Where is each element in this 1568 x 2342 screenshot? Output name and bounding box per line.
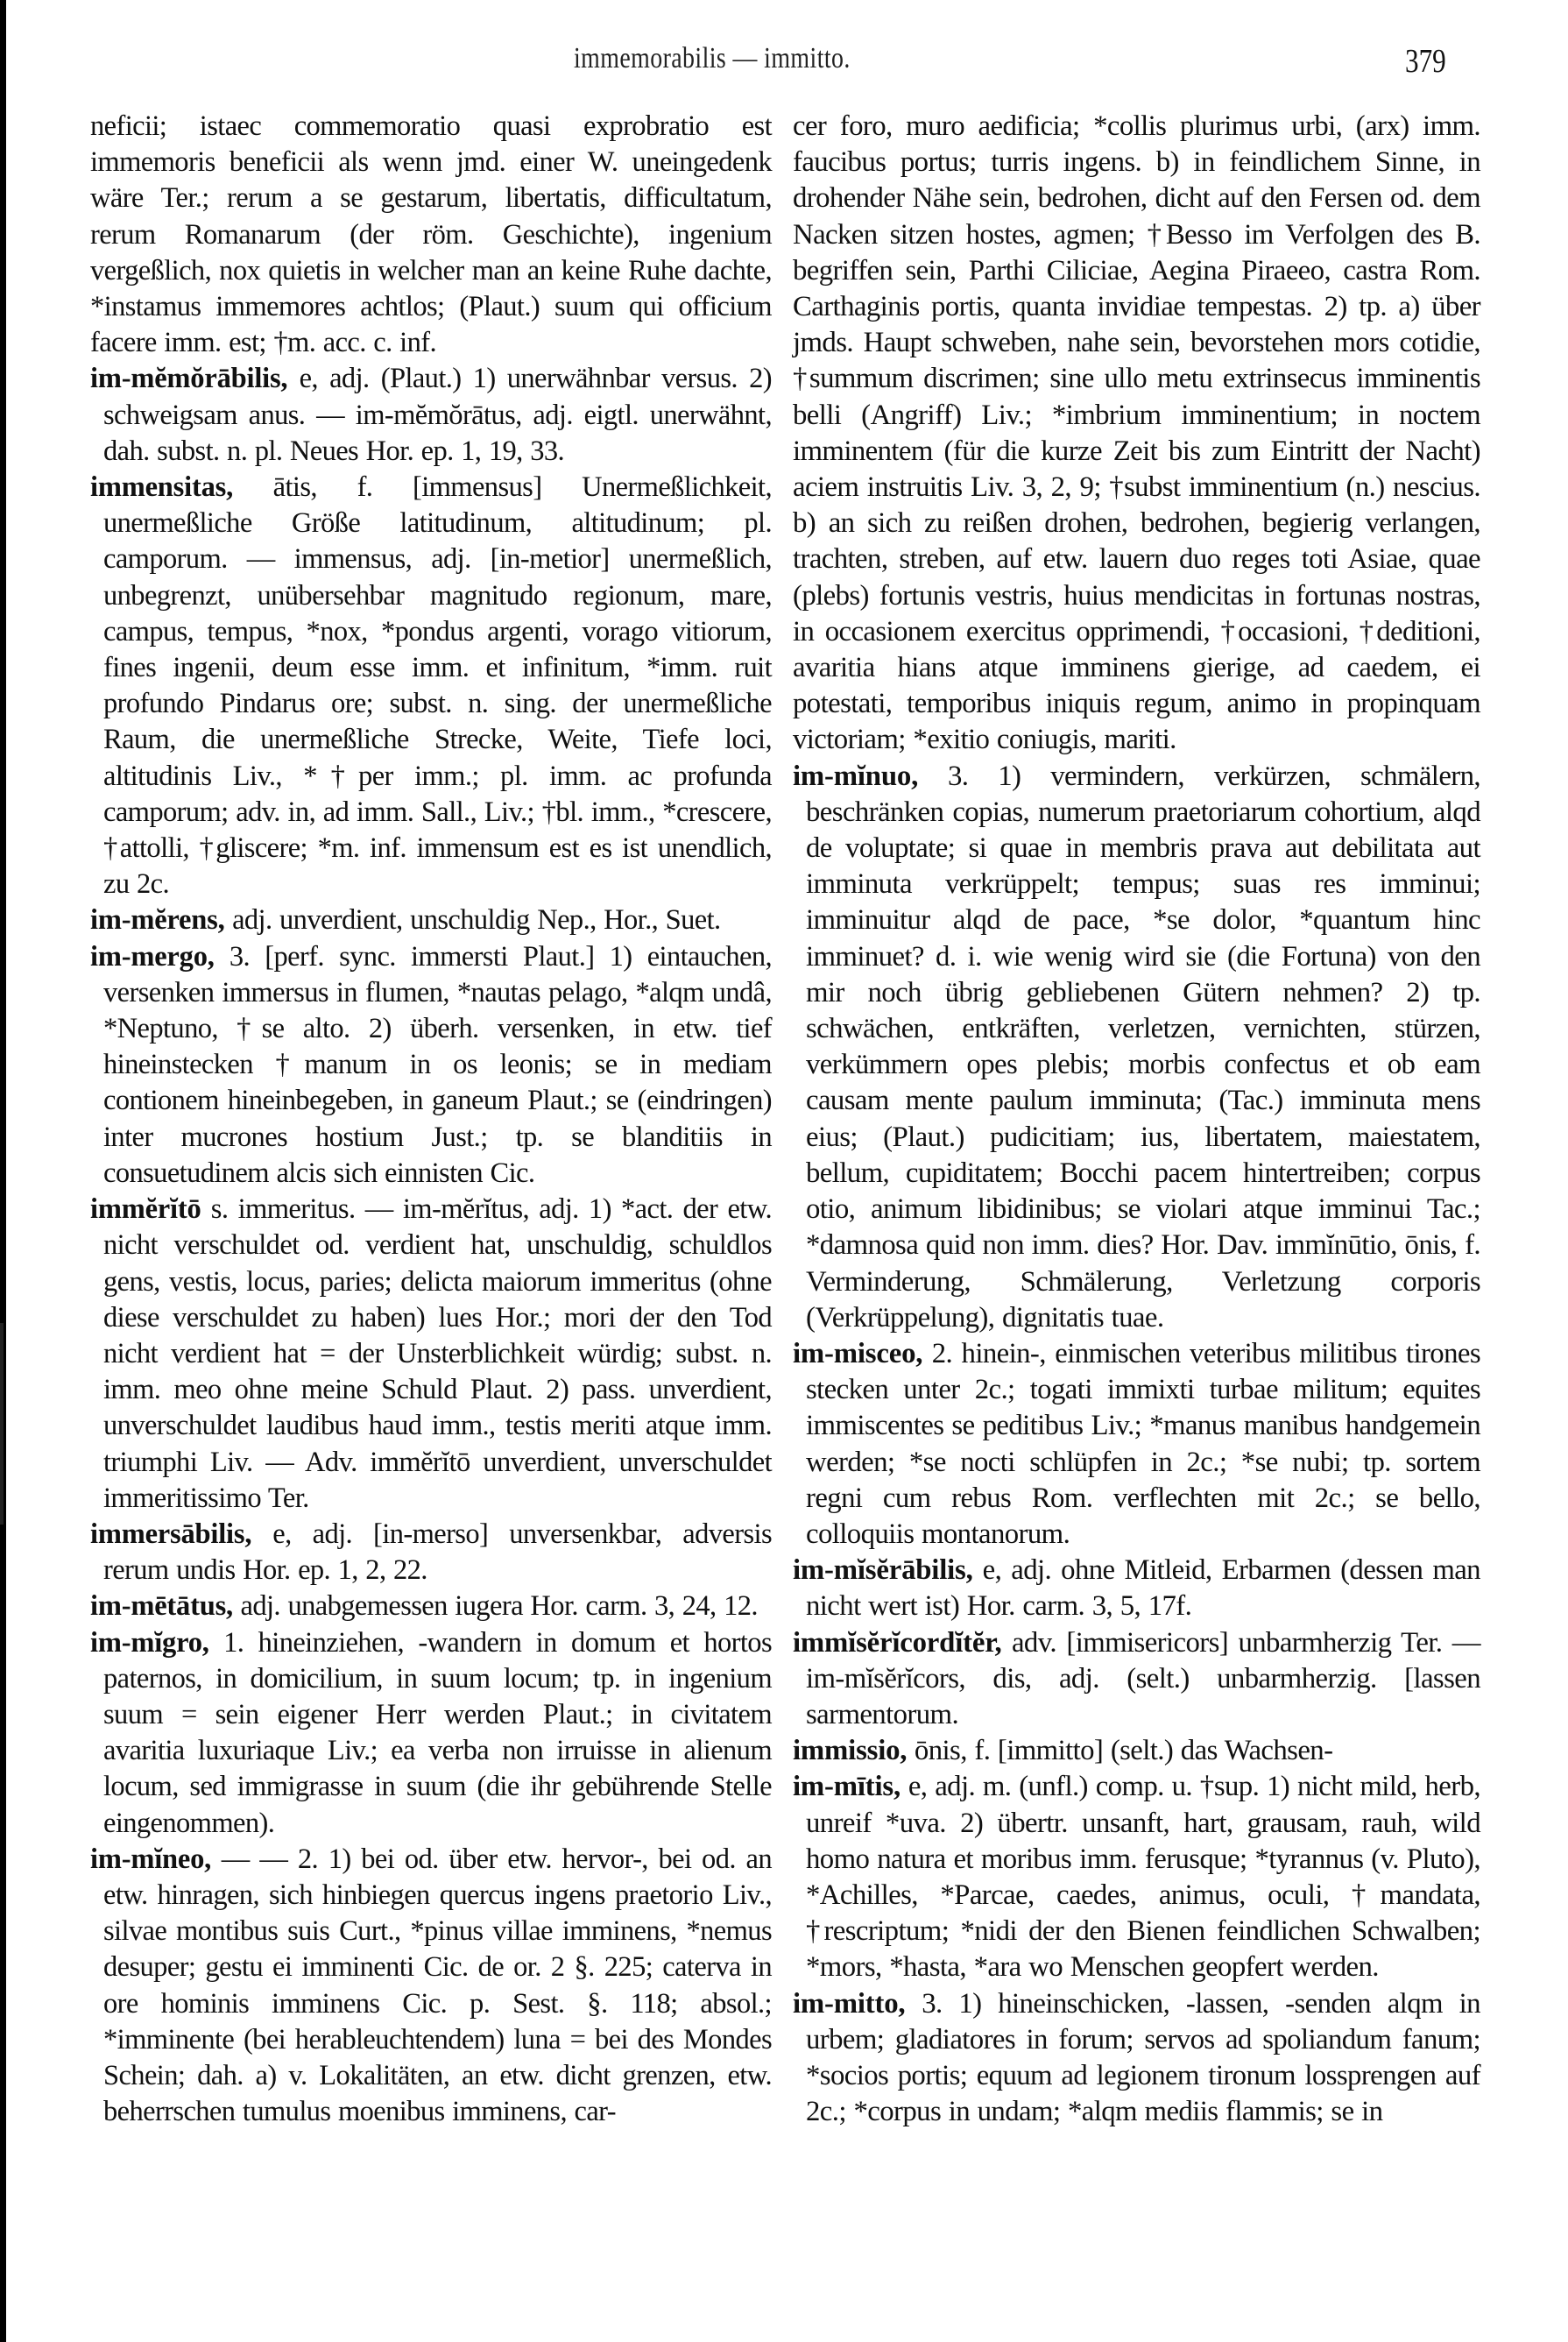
dictionary-entry [90,1588,772,1624]
entry-text: ātis, f. [immensus] Unermeßlichkeit, unermeßliche Größe latitudinum, altitudinum; pl. camporum. — immensus, adj. [in-metior] unermeßlich, unbegrenzt, unübersehbar magnitudo regionum, mare, campus, tempus, *nox, *pondus argenti, vorago vitiorum, fines ingenii, deum esse imm. et infinitum, *imm. ruit profundo Pindarus ore; subst. n. sing. der unermeßliche Raum, die unermeßliche Strecke, Weite, Tiefe loci, altitudinis Liv., *†per imm.; pl. imm. ac profunda camporum; adv. in, ad imm. Sall., Liv.; †bl. imm., *crescere, †attolli, †gliscere; *m. inf. immensum est es ist unendlich, zu 2c. [103,471,772,901]
entry-text: — — 2. 1) bei od. über etw. hervor-, bei od. an etw. hinragen, sich hinbiegen quercus ingens praetorio Liv., silvae montibus suis Curt., *pinus villae imminens, *nemus desuper; gestu ei imminenti Cic. de or. 2 §. 225; caterva in ore hominis imminens Cic. p. Sest. §. 118; absol.; *imminente (bei herableuchtendem) luna = bei des Mondes Schein; dah. a) v. Lokalitäten, an etw. dicht grenzen, etw. beherrschen tumulus moenibus imminens, car- [103,1843,773,2128]
entry-text: 1. hineinziehen, -wandern in domum et hortos paternos, in domicilium, in suum locum; tp. in ingenium suum = sein eigener Herr werden Plaut.; in civitatem avaritia luxuriaque Liv.; ea verba non irruisse in alienum locum, sed immigrasse in suum (die ihr gebührende Stelle eingenommen). [103,1626,772,1839]
entry-text: 2. hinein-, einmischen veteribus militibus tirones stecken unter 2c.; togati immixti turbae militum; equites immiscentes se peditibus Liv.; *manus manibus handgemein werden; *se nocti schlüpfen in 2c.; *se nubi; tp. sortem regni cum rebus Rom. verflechten mit 2c.; se bello, colloquiis montanorum. [806,1337,1480,1550]
dictionary-entry [90,109,772,361]
dictionary-entry [90,902,772,938]
entry-lemma: immissio, [793,1735,908,1767]
scan-border-left [0,0,6,2342]
running-head [0,42,1568,86]
dictionary-entry [90,1517,772,1588]
dictionary-entry [793,1733,1480,1769]
entry-text: 3. [perf. sync. immersti Plaut.] 1) eintauchen, versenken immersus in flumen, *nautas pelago, *alqm undâ, *Neptuno, †se alto. 2) überh. versenken, in etw. tief hineinstecken †manum in os leonis; se in mediam contionem hineinbegeben, in ganeum Plaut.; se (eindringen) inter mucrones hostium Just.; tp. se blanditiis in consuetudinem alcis sich einnisten Cic. [103,940,772,1189]
entry-text: cer foro, muro aedificia; *collis plurimus urbi, (arx) imm. faucibus portus; turris ingens. b) in feindlichem Sinne, in drohender Nähe sein, bedrohen, dicht auf den Fersen od. dem Nacken sitzen hostes, agmen; †Besso im Verfolgen des B. begriffen sein, Parthi Ciliciae, Aegina Piraeeo, castra Rom. Carthaginis portis, quanta invidiae tempestas. 2) tp. a) über jmds. Haupt schweben, nahe sein, bevorstehen mors cotidie, †summum discrimen; sine ullo metu extrinsecus imminentis belli (Angriff) Liv.; *imbrium imminentium; in noctem imminentem (für die kurze Zeit bis zum Eintritt der Nacht) aciem instruitis Liv. 3, 2, 9; †subst imminentium (n.) nescius. b) an sich zu reißen drohen, bedrohen, begierig verlangen, trachten, streben, auf etw. lauern duo reges toti Asiae, quae (plebs) fortunis vestris, huius mendicitas in fortunas nostras, in occasionem exercitus opprimendi, †occasioni, †deditioni, avaritia hians atque imminens gierige, ad caedem, ei potestati, temporibus iniquis regum, animo in propinquam victoriam; *exitio coniugis, mariti. [793,110,1480,756]
running-title: immemorabilis — immitto. [574,42,851,74]
entry-text: ōnis, f. [immitto] (selt.) das Wachsen- [914,1735,1333,1767]
entry-lemma: im-mĭnuo, [793,760,919,792]
dictionary-entry [793,1336,1480,1553]
entry-lemma: im-mĕmŏrābilis, [90,363,288,395]
dictionary-entry [90,361,772,470]
entry-lemma: im-mĭneo, [90,1843,212,1875]
dictionary-entry [793,109,1480,759]
entry-lemma: im-mergo, [90,940,215,973]
entry-text: 3. 1) hineinschicken, -lassen, -senden alqm in urbem; gladiatores in forum; servos ad spoliandum fanum; *socios portis; equum ad legionem tironum lossprengen auf 2c.; *corpus in undam; *alqm mediis flammis; se in [806,1987,1480,2128]
entry-lemma: immensitas, [90,471,233,504]
entry-text: s. immeritus. — im-mĕrĭtus, adj. 1) *act. der etw. nicht verschuldet od. verdient hat, unschuldig, schuldlos gens, vestis, locus, paries; delicta maiorum immeritus (ohne diese verschuldet zu haben) lues Hor.; mori der den Tod nicht verdient hat = der Unsterblichkeit würdig; subst. n. imm. meo ohne meine Schuld Plaut. 2) pass. unverdient, unverschuldet laudibus haud imm., testis meriti atque imm. triumphi Liv. — Adv. immĕrĭtō unverdient, unverschuldet immeritissimo Ter. [103,1193,773,1514]
entry-text: e, adj. [in-merso] unversenkbar, adversis rerum undis Hor. ep. 1, 2, 22. [103,1518,772,1587]
entry-lemma: im-mĕrens, [90,904,225,937]
entry-lemma: im-mĭsĕrābilis, [793,1554,973,1587]
dictionary-entry [90,470,772,902]
dictionary-entry [793,1769,1480,1985]
entry-lemma: immĕrĭtō [90,1193,201,1226]
page-number: 379 [1405,43,1446,80]
right-column [793,109,1480,2130]
entry-text: adj. unverdient, unschuldig Nep., Hor., Suet. [232,904,721,937]
scan-border-mark [0,1323,4,1525]
dictionary-entry [793,1553,1480,1624]
entry-lemma: immersābilis, [90,1518,252,1550]
entry-lemma: im-misceo, [793,1337,923,1369]
dictionary-entry [90,1192,772,1517]
entry-text: e, adj. m. (unfl.) comp. u. †sup. 1) nicht mild, herb, unreif *uva. 2) übertr. unsanft, hart, grausam, rauh, wild homo natura et moribus imm. ferusque; *tyrannus (v. Pluto), *Achilles, *Parcae, caedes, animus, oculi, †mandata, †rescriptum; *nidi der den Bienen feindlichen Schwalben; *mors, *hasta, *ara wo Menschen geopfert werden. [806,1771,1480,1984]
dictionary-entry [90,1625,772,1842]
entry-text: adj. unabgemessen iugera Hor. carm. 3, 24, 12. [240,1590,758,1623]
entry-lemma: immĭsĕrĭcordĭtĕr, [793,1626,1002,1659]
dictionary-entry [793,1986,1480,2131]
dictionary-entry [793,1625,1480,1734]
dictionary-entry [90,1842,772,2131]
dictionary-entry [793,759,1480,1336]
entry-lemma: im-mitto, [793,1987,906,2020]
entry-lemma: im-mĭgro, [90,1626,209,1659]
entry-text: e, adj. ohne Mitleid, Erbarmen (dessen man nicht wert ist) Hor. carm. 3, 5, 17f. [806,1554,1480,1623]
entry-text: adv. [immisericors] unbarmherzig Ter. — im-mĭsĕrĭcors, dis, adj. (selt.) unbarmherzig. [lassen sarmentorum. [806,1626,1480,1730]
entry-text: 3. 1) vermindern, verkürzen, schmälern, beschränken copias, numerum praetoriarum cohortium, alqd de voluptate; si quae in membris prava aut debilitata aut imminuta verkrüppelt; tempus; suas res imminui; imminuitur alqd de pace, *se dolor, *quantum hinc imminuet? d. i. wie wenig wird sie (die Fortuna) von den mir noch übrig gebliebenen Gütern nehmen? 2) tp. schwächen, entkräften, verletzen, vernichten, stürzen, verkümmern opes plebis; morbis confectus et ob eam causam mente paulum imminuta; (Tac.) imminuta mens eius; (Plaut.) pudicitiam; ius, libertatem, maiestatem, bellum, cupiditatem; Bocchi pacem hintertreiben; corpus otio, animum libidinibus; se violari atque imminui Tac.; *damnosa quid non imm. dies? Hor. Dav. immĭnūtio, ōnis, f. Verminderung, Schmälerung, Verletzung corporis (Verkrüppelung), dignitatis tuae. [806,760,1480,1334]
entry-lemma: im-mētātus, [90,1590,233,1623]
entry-text: neficii; istaec commemoratio quasi exprobratio est immemoris beneficii als wenn jmd. einer W. uneingedenk wäre Ter.; rerum a se gestarum, libertatis, difficultatum, rerum Romanarum (der röm. Geschichte), ingenium vergeßlich, nox quietis in welcher man an keine Ruhe dachte, *instamus immemores achtlos; (Plaut.) suum qui officium facere imm. est; †m. acc. c. inf. [90,110,772,359]
entry-text: e, adj. (Plaut.) 1) unerwähnbar versus. 2) schweigsam anus. — im-mĕmŏrātus, adj. eigtl. unerwähnt, dah. subst. n. pl. Neues Hor. ep. 1, 19, 33. [103,363,773,467]
left-column [90,109,772,2130]
dictionary-entry [90,939,772,1192]
entry-lemma: im-mītis, [793,1771,901,1803]
